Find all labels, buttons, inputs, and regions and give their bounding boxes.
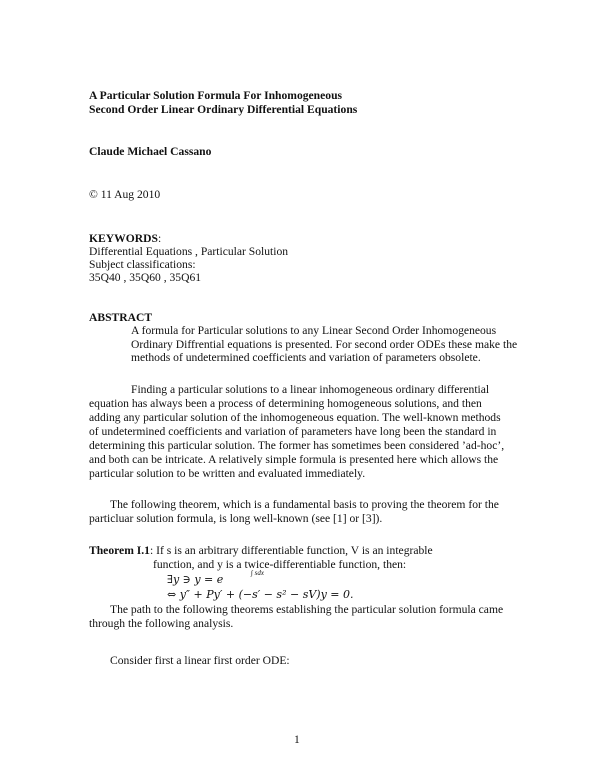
equation-2-text: ⇔ y″ + Py′ + (−s′ − s² − sV)y = 0. (167, 588, 354, 601)
author-name: Claude Michael Cassano (89, 145, 212, 158)
intro-line-7: particular solution to be written and evaluated immediately. (89, 467, 366, 480)
title-line-2: Second Order Linear Ordinary Differential Equations (89, 103, 358, 116)
theorem-label: Theorem I.1 (89, 544, 150, 557)
theorem-equation-2 (167, 588, 354, 602)
keywords-line-3: 35Q40 , 35Q60 , 35Q61 (89, 271, 202, 284)
intro-line-4: of undetermined coefficients and variation of parameters have long been the standard in (89, 425, 497, 438)
intro-line-6: and both can be intricate. A relatively simple formula is presented here which allows the (89, 453, 499, 466)
theorem-intro-line-2: particluar solution formula, is long well-known (see [1] or [3]). (89, 512, 383, 525)
keywords-heading-line (89, 232, 161, 246)
theorem-intro-line-1: The following theorem, which is a fundamental basis to proving the theorem for the (110, 498, 499, 511)
equation-1-base: ∃y ∋ y = e (167, 573, 224, 586)
abstract-line-1: A formula for Particular solutions to any Linear Second Order Inhomogeneous (131, 324, 497, 337)
keywords-colon: : (157, 232, 162, 245)
keywords-line-1: Differential Equations , Particular Solution (89, 245, 289, 258)
path-line-2: through the following analysis. (89, 617, 234, 630)
consider-line: Consider first a linear first order ODE: (110, 654, 290, 667)
intro-line-1: Finding a particular solutions to a linear inhomogeneous ordinary differential (131, 383, 490, 396)
intro-line-2: equation has always been a process of determining homogeneous solutions, and then (89, 397, 482, 410)
theorem-statement-line-2: function, and y is a twice-differentiable function, then: (153, 558, 407, 571)
equation-1-exponent: ∫ sdx (251, 569, 264, 577)
theorem-text-1: : If s is an arbitrary differentiable function, V is an integrable (149, 544, 433, 557)
keywords-heading: KEYWORDS (89, 232, 158, 245)
theorem-statement-line-1 (89, 544, 433, 558)
title-line-1: A Particular Solution Formula For Inhomogeneous (89, 89, 343, 102)
page-number: 1 (294, 733, 300, 746)
abstract-line-2: Ordinary Diffrential equations is presented. For second order ODEs these make the (131, 338, 518, 351)
keywords-line-2: Subject classifications: (89, 258, 196, 271)
path-line-1: The path to the following theorems establishing the particular solution formula came (110, 603, 504, 616)
copyright-date: © 11 Aug 2010 (89, 188, 161, 201)
intro-line-5: determining this particular solution. The former has sometimes been considered ’ad-hoc’, (89, 439, 505, 452)
intro-line-3: adding any particular solution of the inhomogeneous equation. The well-known methods (89, 411, 501, 424)
theorem-equation-1 (167, 569, 264, 587)
abstract-heading: ABSTRACT (89, 311, 153, 324)
abstract-line-3: methods of undetermined coefficients and variation of parameters obsolete. (131, 351, 481, 364)
